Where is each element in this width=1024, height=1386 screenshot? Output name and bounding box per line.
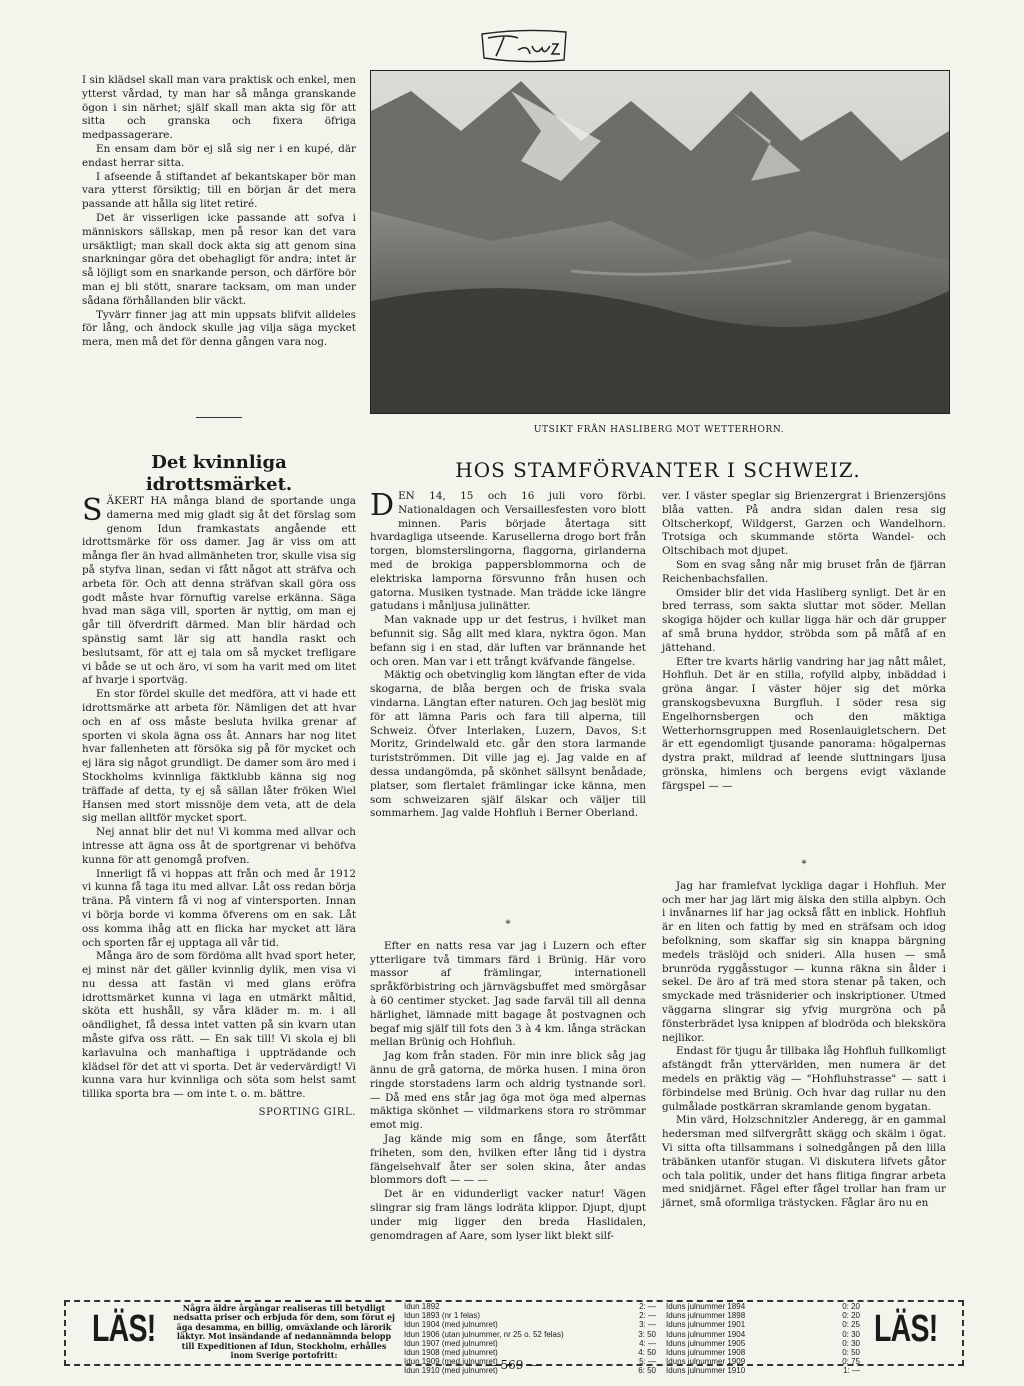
price-row: Idun 1893 (nr 1 felas) 2: — bbox=[404, 1311, 656, 1321]
section-separator: * bbox=[505, 918, 511, 930]
price-row: Idun 1907 (med julnumret) 4: — bbox=[404, 1338, 656, 1348]
las-right: LÄS! bbox=[874, 1308, 938, 1350]
ad-text: Några äldre årgångar realiseras till betydligt nedsatta priser och erbjuda för dem, som förut ej äga desamma, en billig, omväxlande och lärorik läktyr. Mot insändande af nedannämnda belopp till Expeditionen af Idun, Stockholm, erhålles inom Sverige portofritt: bbox=[173, 1303, 395, 1361]
price-row: Idun 1906 (utan julnummer, nr 25 o. 52 felas) 3: 50 bbox=[404, 1329, 656, 1339]
page-number: — 569 — bbox=[484, 1358, 540, 1372]
intro-column bbox=[82, 74, 356, 350]
price-row: Iduns julnummer 1898 0: 20 bbox=[666, 1311, 860, 1321]
paragraph: En ensam dam bör ej slå sig ner i en kupé, där endast herrar sitta. bbox=[82, 142, 356, 169]
article-title-idrottsmarket: Det kvinnliga idrottsmärket. bbox=[145, 452, 293, 495]
paragraph: Mäktig och obetvinglig kom längtan efter de vida skogarna, de blåa bergen och de friska svala vindarna. Längtan efter naturen. Och jag beslöt mig för att lämna Paris och fara till alperna, till Schweiz. Öfver Interlaken, Luzern, Davos, S:t Moritz, Grindelwald etc. går den stora larmande turistströmmen. Dit ville jag ej. Jag valde en af dessa undangömda, på skönhet sällsynt benådade, platser, som flertalet främlingar icke känna, men som schweizaren själf älskar och väljer till sommarhem. Jag valde Hohfluh i Berner Oberland. bbox=[370, 669, 646, 820]
price-row: Idun 1904 (med julnumret) 3: — bbox=[404, 1320, 656, 1330]
article-schweiz-col1 bbox=[370, 490, 646, 821]
article-schweiz-col2b bbox=[662, 850, 946, 1211]
paragraph: En stor fördel skulle det medföra, att vi hade ett idrottsmärke att arbeta för. Nämligen det att hvar och en af oss måste besluta hvilka grenar af sporten vi skola ägna oss åt. Annars har nog litet hvar fallenheten att försöka sig på för mycket och ej lära sig något grundligt. De damer som äro med i Stockholms kvinnliga fäktklubb känna sig nog träffade af detta, ty ej så sällan låter fröken Wiel Hansen med stort missnöje dem veta, att de dela sig mellan alltför mycket sport. bbox=[82, 688, 356, 825]
paragraph: I afseende å stiftandet af bekantskaper bör man vara ytterst försiktig; till en början är det mera passande att hålla sig litet retiré. bbox=[82, 170, 356, 211]
paragraph: Efter tre kvarts härlig vandring har jag nått målet, Hohfluh. Det är en stilla, rofylld alpby, inbäddad i gröna ängar. I väster höjer sig det mörka granskogsbevuxna Burgfluh. I söder resa sig Engelhornsbergen och den mäktiga Wetterhornsgruppen med Rosenlauigletschern. Det är ett egendomligt tjusande panorama: högalpernas dystra prakt, mildrad af leende sluttningars ljusa grönska, himlens och bergens evigt växlande färgspel — — bbox=[662, 655, 946, 792]
price-row: Idun 1909 (med julnumret) 5: — bbox=[404, 1357, 656, 1367]
paragraph: Omsider blir det vida Hasliberg synligt. Det är en bred terrass, som sakta sluttar mot söder. Mellan skogiga höjder och kullar ligga här och där grupper af små bruna hyddor, ströbda som på måfå af en jättehand. bbox=[662, 586, 946, 654]
paragraph: Endast för tjugu år tillbaka låg Hohfluh fullkomligt afstängdt från yttervärlden, men numera är det medels en präktig väg — "Hohfluhstrasse" — satt i förbindelse med Brünig. Och hvar dag rullar nu den gulmålade postkärran skramlande genom bygatan. bbox=[662, 1045, 946, 1113]
price-row: Iduns julnummer 1910 1: — bbox=[666, 1366, 860, 1376]
price-row: Iduns julnummer 1901 0: 25 bbox=[666, 1320, 860, 1330]
paragraph: Som en svag sång når mig bruset från de fjärran Reichenbachsfallen. bbox=[662, 558, 946, 585]
paragraph: Efter en natts resa var jag i Luzern och efter ytterligare två timmars färd i Brünig. Här voro massor af främlingar, internationell språkförbistring och järnvägsbuffet med smörgåsar à 60 centimer stycket. Jag sade farväl till all denna härlighet, lämnade mitt bagage åt postvagnen och begaf mig själf till fots den 3 à 4 km. långa sträckan mellan Brünig och Hohfluh. bbox=[370, 939, 646, 1049]
price-row: Idun 1908 (med julnumret) 4: 50 bbox=[404, 1348, 656, 1358]
price-row: Iduns julnummer 1894 0: 20 bbox=[666, 1302, 860, 1311]
paragraph: Jag kom från staden. För min inre blick såg jag ännu de grå gatorna, de mörka husen. I mina öron ringde storstadens larm och aldrig tystnande sorl. — Då med ens står jag öga mot öga med alpernas mäktiga skönhet — vildmarkens stora ro strömmar emot mig. bbox=[370, 1050, 646, 1132]
article-schweiz-col2 bbox=[662, 490, 946, 794]
signature: SPORTING GIRL. bbox=[258, 1107, 356, 1119]
paragraph: I sin klädsel skall man vara praktisk och enkel, men ytterst vårdad, ty man har så många granskande ögon i sin närhet; själf skall man akta sig för att sitta och granska och fixera öfriga medpassagerare. bbox=[82, 74, 356, 142]
paragraph: DEN 14, 15 och 16 juli voro förbi. Nationaldagen och Versaillesfesten voro blott minnen. Paris började återtaga sitt hvardagliga utseende. Karusellerna drogo bort från torgen, blomsterslingorna, flaggorna, girlanderna med de brokiga pappersblommorna och de elektriska lamporna försvunno från husen och gatorna. Musiken tystnade. Man trädde icke längre gatudans i månljusa julinätter. bbox=[370, 488, 646, 613]
paragraph: ver. I väster speglar sig Brienzergrat i Brienzersjöns blåa vatten. På andra sidan dalen resa sig Oltscherkopf, Wildgerst, Garzen och Wandelhorn. Trotsiga och skummande störta Wandel- och Oltschibach mot djupet. bbox=[662, 490, 946, 558]
idun-logo bbox=[478, 26, 570, 66]
drop-cap: S bbox=[82, 493, 103, 528]
paragraph: Nej annat blir det nu! Vi komma med allvar och intresse att ägna oss åt de sportgrenar vi behöfva kunna för att genomgå profven. bbox=[82, 826, 356, 866]
section-separator: * bbox=[801, 858, 807, 870]
photo-caption: UTSIKT FRÅN HASLIBERG MOT WETTERHORN. bbox=[533, 425, 785, 435]
paragraph: SÄKERT HA många bland de sportande unga damerna med mig gladt sig åt det förslag som genom Idun framkastats angående ett idrottsmärke för oss damer. Jag är viss om att många fler än hvad allmänheten tror, skulle visa sig på styfva linan, sedan vi fått något att sträfva och arbeta för. Och att denna sträfvan skall göra oss godt måste hvar förnuftig varelse erkänna. Säga hvad man säga vill, sporten är nyttig, om man ej går till öfverdrift därmed. Man blir härdad och spänstig samt lär sig att handla raskt och beslutsamt, för att ej tala om så mycket trefligare vi både se ut och äro, vi som ha varit med om litet af hvarje i sportväg. bbox=[82, 493, 356, 687]
paragraph: Man vaknade upp ur det festrus, i hvilket man befunnit sig. Såg allt med klara, nyktra ögon. Man befann sig i en stad, där luften var brännande het och oren. Man var i ett trångt kväfvande fängelse. bbox=[370, 614, 646, 668]
paragraph: Min värd, Holzschnitzler Anderegg, är en gammal hedersman med silfvergrått skägg och skälm i ögat. Vi sitta ofta tillsammans i solnedgången på den lilla träbänken utanför stugan. Vi diskutera lifvets gåtor och tala politik, under det hans flitiga fingrar arbeta med snidjärnet. Fågel efter fågel trollar han fram ur järnet, små oformliga trästycken. Fåglar äro nu en bbox=[662, 1114, 946, 1210]
price-row: Iduns julnummer 1905 0: 30 bbox=[666, 1338, 860, 1348]
price-row: Iduns julnummer 1909 0: 75 bbox=[666, 1357, 860, 1367]
price-row: Idun 1892 2: — bbox=[404, 1302, 656, 1311]
mountain-photo bbox=[370, 70, 950, 414]
article-idrottsmarket bbox=[82, 495, 356, 1120]
article-title-schweiz: HOS STAMFÖRVANTER I SCHWEIZ. bbox=[455, 458, 861, 482]
article-schweiz-col1b bbox=[370, 910, 646, 1243]
divider bbox=[196, 417, 242, 418]
paragraph: Många äro de som fördöma allt hvad sport heter, ej minst när det gäller kvinnlig dylik, men visa vi nu dessa att fastän vi med glans eröfra idrottsmärket kunna vi laga en utmärkt måltid, sköta ett hushåll, sy våra kläder m. m. i all oändlighet, få dessa intet vatten på sin kvarn utan måste gifva oss rätt. — En sak till! Vi skola ej bli karlavulna och manhaftiga i uppträdande och klädsel för det att vi sporta. Det är vedervärdigt! Vi kunna vara hur kvinnliga och söta som helst samt tillika sporta bra — om inte t. o. m. bättre. bbox=[82, 950, 356, 1101]
ad-price-table-right bbox=[666, 1302, 860, 1376]
drop-cap: D bbox=[370, 488, 395, 523]
paragraph: Tyvärr finner jag att min uppsats blifvit alldeles för lång, och ändock skulle jag vilja säga mycket mera, men må det för denna gången vara nog. bbox=[82, 308, 356, 349]
paragraph: Det är visserligen icke passande att sofva i människors sällskap, men på resor kan det vara ursäktligt; man skall dock akta sig att genom sina snarkningar göra det obehagligt för andra; intet är så löjligt som en snarkande person, och därföre bör man ej bli stött, snarare tacksam, om man under sådana förhållanden blir väckt. bbox=[82, 211, 356, 307]
paragraph: Jag kände mig som en fånge, som återfått friheten, som den, hvilken efter lång tid i dystra fängelsehvalf åter ser solen skina, åter andas blommors doft — — — bbox=[370, 1132, 646, 1187]
price-row: Iduns julnummer 1908 0: 50 bbox=[666, 1348, 860, 1358]
price-row: Idun 1910 (med julnumret) 6: 50 bbox=[404, 1366, 656, 1376]
paragraph: Jag har framlefvat lyckliga dagar i Hohfluh. Mer och mer har jag lärt mig älska den stilla alpbyn. Och i invånarnes lif har jag också fått en inblick. Hohfluh är en liten och fattig by med en sträfsam och idog befolkning, som skaffar sig sin knappa bärgning medels träslöjd och snideri. Alla husen — små brunröda ryggåsstugor — kunna räkna sin ålder i sekel. De äro af trä med stora stenar på taken, och smyckade med träsniderier och inskriptioner. Utmed väggarna slingrar sig yfvig murgröna och på fönsterbrädet lysa knippen af blodröda och bleksköra nejlikor. bbox=[662, 879, 946, 1044]
mountain-illustration bbox=[371, 71, 949, 413]
price-row: Iduns julnummer 1904 0: 30 bbox=[666, 1329, 860, 1339]
las-left: LÄS! bbox=[92, 1308, 156, 1350]
paragraph: Innerligt få vi hoppas att från och med år 1912 vi kunna få taga itu med allvar. Låt oss redan börja träna. På vintern få vi nog af vintersporten. Innan vi börja borde vi komma öfverens om en sak. Låt oss komma ihåg att en flicka har mycket att lära och sporten får ej upptaga all vår tid. bbox=[82, 867, 356, 949]
paragraph: Det är en vidunderligt vacker natur! Vägen slingrar sig fram längs lodräta klippor. Djupt, djupt under mig ligger den breda Haslidalen, genomdragen af Aare, som lyser likt blekt silf- bbox=[370, 1188, 646, 1242]
